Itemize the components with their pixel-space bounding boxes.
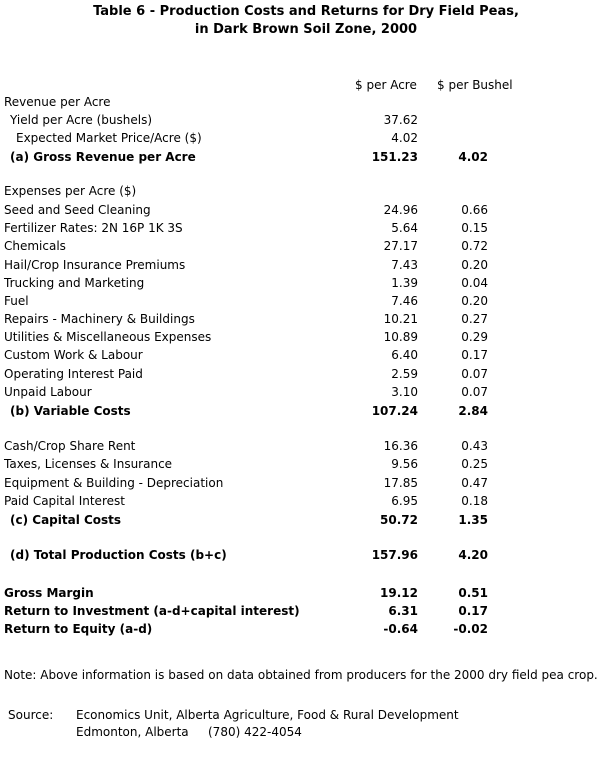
per-acre-value: 16.36 <box>383 439 418 453</box>
per-acre-value: 151.23 <box>371 150 418 164</box>
per-bushel-value: 0.43 <box>461 439 488 453</box>
row-label: Expected Market Price/Acre ($) <box>16 131 202 145</box>
table-row <box>0 455 612 473</box>
per-bushel-value: 0.27 <box>461 312 488 326</box>
source-phone: (780) 422-4054 <box>208 725 302 739</box>
per-acre-value: 2.59 <box>391 367 418 381</box>
per-bushel-value: 0.29 <box>461 330 488 344</box>
table-row <box>0 402 612 420</box>
per-acre-value: -0.64 <box>383 622 418 636</box>
per-acre-value: 3.10 <box>391 385 418 399</box>
row-label: Chemicals <box>4 239 66 253</box>
per-acre-value: 157.96 <box>371 548 418 562</box>
table-row <box>0 546 612 564</box>
per-acre-value: 107.24 <box>371 404 418 418</box>
table-row <box>0 274 612 292</box>
table-row <box>0 310 612 328</box>
per-bushel-value: 1.35 <box>458 513 488 527</box>
row-label: Seed and Seed Cleaning <box>4 203 151 217</box>
per-acre-value: 50.72 <box>380 513 418 527</box>
row-label: Fertilizer Rates: 2N 16P 1K 3S <box>4 221 183 235</box>
row-label: Paid Capital Interest <box>4 494 125 508</box>
row-label: Taxes, Licenses & Insurance <box>4 457 173 471</box>
per-acre-value: 17.85 <box>383 476 418 490</box>
table-row <box>0 346 612 364</box>
table-row <box>0 584 612 602</box>
row-label: Repairs - Machinery & Buildings <box>4 312 195 326</box>
column-header-per-bushel: $ per Bushel <box>437 78 513 92</box>
per-bushel-value: 0.17 <box>458 604 488 618</box>
per-bushel-value: 0.15 <box>461 221 488 235</box>
table-row <box>0 182 612 200</box>
per-bushel-value: 0.04 <box>461 276 488 290</box>
row-label: Trucking and Marketing <box>4 276 145 290</box>
per-acre-value: 1.39 <box>391 276 418 290</box>
row-label: Cash/Crop Share Rent <box>4 439 136 453</box>
per-bushel-value: 0.66 <box>461 203 488 217</box>
per-bushel-value: 0.07 <box>461 367 488 381</box>
row-label: Return to Equity (a-d) <box>4 622 153 636</box>
table-row <box>0 111 612 129</box>
table-row <box>0 602 612 620</box>
per-bushel-value: 0.18 <box>461 494 488 508</box>
per-bushel-value: 0.20 <box>461 258 488 272</box>
row-label: Hail/Crop Insurance Premiums <box>4 258 186 272</box>
table-row <box>0 328 612 346</box>
source-label: Source: <box>8 708 54 722</box>
table-row <box>0 365 612 383</box>
table-row <box>0 129 612 147</box>
row-label: Yield per Acre (bushels) <box>10 113 153 127</box>
table-row <box>0 201 612 219</box>
table-row <box>0 237 612 255</box>
per-bushel-value: 0.47 <box>461 476 488 490</box>
per-acre-value: 6.95 <box>391 494 418 508</box>
row-label: Operating Interest Paid <box>4 367 143 381</box>
row-label: Fuel <box>4 294 29 308</box>
per-acre-value: 7.46 <box>391 294 418 308</box>
per-bushel-value: 0.07 <box>461 385 488 399</box>
table-row <box>0 148 612 166</box>
per-bushel-value: 0.17 <box>461 348 488 362</box>
table-row <box>0 292 612 310</box>
column-header-per-acre: $ per Acre <box>355 78 417 92</box>
table-row <box>0 219 612 237</box>
table-title-line-2: in Dark Brown Soil Zone, 2000 <box>194 22 418 37</box>
per-acre-value: 37.62 <box>383 113 418 127</box>
per-bushel-value: 0.20 <box>461 294 488 308</box>
per-bushel-value: 0.51 <box>458 586 488 600</box>
table-row <box>0 383 612 401</box>
per-acre-value: 24.96 <box>383 203 418 217</box>
source-line-1: Economics Unit, Alberta Agriculture, Food & Rural Development <box>76 708 459 722</box>
row-label: Expenses per Acre ($) <box>4 184 137 198</box>
row-label: Unpaid Labour <box>4 385 92 399</box>
row-label: (c) Capital Costs <box>10 513 122 527</box>
row-label: Equipment & Building - Depreciation <box>4 476 224 490</box>
per-acre-value: 6.31 <box>388 604 418 618</box>
per-bushel-value: 2.84 <box>458 404 488 418</box>
footnote: Note: Above information is based on data obtained from producers for the 2000 dry field pea crop. <box>4 668 598 682</box>
row-label: (b) Variable Costs <box>10 404 131 418</box>
table-row <box>0 93 612 111</box>
per-acre-value: 4.02 <box>391 131 418 145</box>
per-bushel-value: 0.72 <box>461 239 488 253</box>
per-acre-value: 19.12 <box>380 586 418 600</box>
table-title-line-1: Table 6 - Production Costs and Returns for Dry Field Peas, <box>93 4 519 19</box>
row-label: Revenue per Acre <box>4 95 111 109</box>
per-acre-value: 5.64 <box>391 221 418 235</box>
row-label: Custom Work & Labour <box>4 348 143 362</box>
per-bushel-value: 4.20 <box>458 548 488 562</box>
per-acre-value: 10.89 <box>383 330 418 344</box>
per-acre-value: 6.40 <box>391 348 418 362</box>
per-acre-value: 9.56 <box>391 457 418 471</box>
row-label: Return to Investment (a-d+capital interest) <box>4 604 300 618</box>
row-label: Gross Margin <box>4 586 94 600</box>
per-acre-value: 10.21 <box>383 312 418 326</box>
table-row <box>0 492 612 510</box>
source-city: Edmonton, Alberta <box>76 725 189 739</box>
row-label: (d) Total Production Costs (b+c) <box>10 548 227 562</box>
per-bushel-value: 4.02 <box>458 150 488 164</box>
row-label: (a) Gross Revenue per Acre <box>10 150 196 164</box>
row-label: Utilities & Miscellaneous Expenses <box>4 330 212 344</box>
table-row <box>0 256 612 274</box>
table-row <box>0 511 612 529</box>
table-row <box>0 620 612 638</box>
per-acre-value: 7.43 <box>391 258 418 272</box>
per-acre-value: 27.17 <box>383 239 418 253</box>
per-bushel-value: 0.25 <box>461 457 488 471</box>
per-bushel-value: -0.02 <box>453 622 488 636</box>
table-row <box>0 474 612 492</box>
table-row <box>0 437 612 455</box>
